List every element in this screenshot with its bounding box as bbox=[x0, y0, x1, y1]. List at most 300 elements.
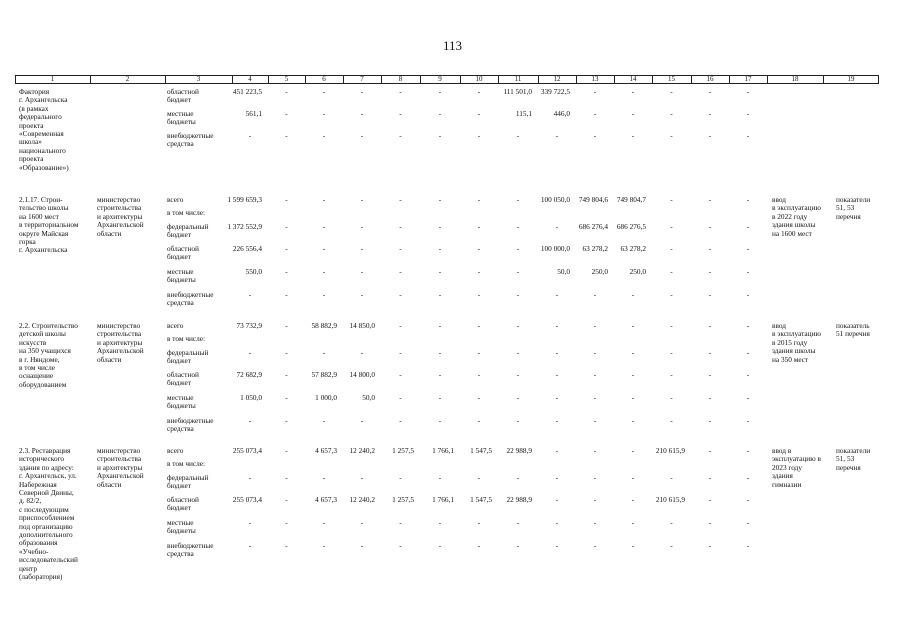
value-cell: - bbox=[322, 222, 326, 231]
value-cell: - bbox=[631, 495, 635, 504]
value-cell: - bbox=[248, 518, 252, 527]
column-number-18: 18 bbox=[791, 75, 799, 83]
funding-source-line: бюджеты bbox=[167, 526, 196, 536]
value-cell: - bbox=[438, 370, 442, 379]
value-cell: - bbox=[477, 473, 481, 482]
column-separator bbox=[823, 75, 824, 84]
value-cell: - bbox=[708, 321, 712, 330]
value-cell: - bbox=[555, 518, 559, 527]
value-cell: - bbox=[708, 446, 712, 455]
value-cell: - bbox=[322, 473, 326, 482]
value-cell: 22 988,9 bbox=[506, 495, 532, 504]
value-cell: - bbox=[399, 195, 402, 204]
value-cell: - bbox=[360, 348, 364, 357]
column-separator bbox=[420, 75, 421, 84]
value-cell: - bbox=[285, 495, 288, 504]
result-line: в эксплуатацию bbox=[772, 203, 821, 213]
value-cell: - bbox=[516, 518, 520, 527]
result-line: здания школы bbox=[772, 346, 816, 356]
funding-source-line: в том числе: bbox=[167, 334, 206, 343]
value-cell: - bbox=[438, 348, 442, 357]
funding-source-line: бюджет bbox=[167, 378, 191, 388]
value-cell: - bbox=[593, 495, 597, 504]
value-cell: 749 804,7 bbox=[616, 195, 646, 204]
result-line: на 1600 мест bbox=[772, 228, 812, 238]
value-cell: - bbox=[670, 290, 673, 299]
value-cell: 14 800,0 bbox=[349, 370, 375, 379]
activity-name-line: Фактория bbox=[19, 87, 50, 96]
value-cell: - bbox=[670, 473, 673, 482]
value-cell: 57 882,9 bbox=[311, 370, 337, 379]
executor-line: и архитектуры bbox=[97, 337, 143, 347]
value-cell: - bbox=[285, 518, 288, 527]
value-cell: - bbox=[399, 290, 402, 299]
value-cell: - bbox=[746, 518, 750, 527]
value-cell: 58 882,9 bbox=[311, 321, 337, 330]
result-line: в эксплуатацию bbox=[772, 329, 821, 339]
column-number-13: 13 bbox=[591, 75, 599, 83]
column-separator bbox=[305, 75, 306, 84]
activity-name-line: с последующим bbox=[19, 504, 69, 514]
funding-source-line: бюджет bbox=[167, 230, 191, 240]
activity-name-line: г. Архангельска bbox=[19, 95, 68, 105]
value-cell: - bbox=[746, 290, 750, 299]
value-cell: - bbox=[516, 131, 520, 140]
indicator-line: 51, 53 bbox=[836, 454, 855, 464]
activity-name-line: «Учебно- bbox=[19, 546, 49, 556]
value-cell: - bbox=[438, 290, 442, 299]
value-cell: - bbox=[322, 87, 326, 96]
activity-name-line: в территориальном bbox=[19, 220, 79, 230]
value-cell: - bbox=[708, 244, 712, 253]
funding-source-line: областной bbox=[167, 244, 199, 253]
value-cell: - bbox=[516, 290, 520, 299]
executor-line: министерство bbox=[97, 446, 141, 455]
value-cell: - bbox=[555, 348, 559, 357]
value-cell: - bbox=[248, 416, 252, 425]
value-cell: - bbox=[477, 109, 481, 118]
value-cell: - bbox=[593, 393, 597, 402]
activity-name-line: оборудованием bbox=[19, 379, 67, 389]
funding-source-line: бюджет bbox=[167, 503, 191, 513]
funding-source-line: бюджеты bbox=[167, 117, 196, 127]
result-line: в 2022 году bbox=[772, 211, 808, 221]
value-cell: 22 988,9 bbox=[506, 446, 532, 455]
funding-source-line: областной bbox=[167, 370, 199, 379]
value-cell: - bbox=[438, 416, 442, 425]
value-cell: - bbox=[399, 131, 402, 140]
activity-name-line: исторического bbox=[19, 454, 65, 464]
value-cell: 1 547,5 bbox=[470, 495, 492, 504]
indicator-line: 51, 53 bbox=[836, 203, 855, 213]
activity-name-line: на 350 учащихся bbox=[19, 346, 71, 356]
value-cell: - bbox=[746, 446, 750, 455]
value-cell: - bbox=[399, 370, 402, 379]
value-cell: - bbox=[322, 244, 326, 253]
value-cell: 1 766,1 bbox=[432, 495, 454, 504]
value-cell: - bbox=[438, 321, 442, 330]
activity-name-line: искусств bbox=[19, 337, 47, 347]
value-cell: - bbox=[593, 290, 597, 299]
activity-name-line: на 1600 мест bbox=[19, 211, 59, 221]
column-number-16: 16 bbox=[706, 75, 714, 83]
value-cell: 255 073,4 bbox=[232, 446, 262, 455]
executor-line: строительства bbox=[97, 329, 142, 339]
value-cell: 686 276,5 bbox=[616, 222, 646, 231]
value-cell: - bbox=[670, 244, 673, 253]
activity-name-line: здания по адресу: bbox=[19, 462, 74, 472]
value-cell: 4 657,3 bbox=[315, 495, 337, 504]
value-cell: - bbox=[477, 370, 481, 379]
value-cell: - bbox=[631, 87, 635, 96]
value-cell: - bbox=[285, 541, 288, 550]
value-cell: - bbox=[322, 267, 326, 276]
value-cell: - bbox=[593, 131, 597, 140]
value-cell: - bbox=[285, 416, 288, 425]
column-separator bbox=[498, 75, 499, 84]
value-cell: - bbox=[285, 290, 288, 299]
activity-name-line: в том числе bbox=[19, 363, 56, 372]
activity-name-line: образования bbox=[19, 538, 58, 548]
value-cell: - bbox=[516, 473, 520, 482]
value-cell: - bbox=[477, 222, 481, 231]
value-cell: - bbox=[285, 393, 288, 402]
funding-source-line: областной bbox=[167, 495, 199, 504]
column-number-4: 4 bbox=[248, 75, 252, 83]
column-separator bbox=[90, 75, 91, 84]
value-cell: - bbox=[248, 290, 252, 299]
value-cell: - bbox=[477, 267, 481, 276]
value-cell: - bbox=[438, 222, 442, 231]
value-cell: - bbox=[285, 222, 288, 231]
value-cell: 250,0 bbox=[591, 267, 608, 276]
value-cell: - bbox=[248, 473, 252, 482]
result-line: здания bbox=[772, 471, 793, 481]
activity-name-line: проекта bbox=[19, 154, 44, 164]
value-cell: - bbox=[708, 495, 712, 504]
value-cell: - bbox=[285, 267, 288, 276]
value-cell: - bbox=[322, 195, 326, 204]
value-cell: - bbox=[360, 267, 364, 276]
executor-line: области bbox=[97, 354, 122, 364]
value-cell: 451 223,5 bbox=[232, 87, 262, 96]
value-cell: - bbox=[746, 416, 750, 425]
value-cell: 339 722,5 bbox=[540, 87, 570, 96]
value-cell: - bbox=[555, 131, 559, 140]
value-cell: - bbox=[746, 495, 750, 504]
value-cell: - bbox=[670, 131, 673, 140]
value-cell: - bbox=[708, 518, 712, 527]
value-cell: - bbox=[360, 518, 364, 527]
value-cell: - bbox=[670, 195, 673, 204]
value-cell: - bbox=[399, 109, 402, 118]
value-cell: 1 599 659,3 bbox=[227, 195, 262, 204]
value-cell: - bbox=[477, 131, 481, 140]
activity-name-line: школа» bbox=[19, 137, 42, 147]
value-cell: - bbox=[477, 518, 481, 527]
activity-name-line: округе Майская bbox=[19, 228, 69, 238]
value-cell: - bbox=[516, 321, 520, 330]
value-cell: 115,1 bbox=[515, 109, 532, 118]
value-cell: - bbox=[631, 290, 635, 299]
value-cell: 50,0 bbox=[557, 267, 570, 276]
activity-name-line: Северной Двины, bbox=[19, 488, 74, 497]
value-cell: - bbox=[746, 541, 750, 550]
column-separator bbox=[268, 75, 269, 84]
value-cell: - bbox=[438, 518, 442, 527]
value-cell: - bbox=[555, 393, 559, 402]
value-cell: - bbox=[631, 131, 635, 140]
value-cell: 1 547,5 bbox=[470, 446, 492, 455]
value-cell: - bbox=[516, 267, 520, 276]
activity-name-line: (в рамках bbox=[19, 103, 49, 113]
value-cell: - bbox=[399, 473, 402, 482]
funding-source-line: федеральный bbox=[167, 222, 209, 231]
column-number-19: 19 bbox=[847, 75, 855, 83]
activity-name-line: национального bbox=[19, 145, 66, 155]
column-separator bbox=[767, 75, 768, 84]
value-cell: - bbox=[593, 87, 597, 96]
value-cell: - bbox=[593, 321, 597, 330]
indicator-line: перечня bbox=[836, 462, 861, 472]
funding-source-line: средства bbox=[167, 424, 194, 434]
value-cell: - bbox=[477, 87, 481, 96]
value-cell: - bbox=[746, 87, 750, 96]
value-cell: - bbox=[631, 370, 635, 379]
value-cell: - bbox=[360, 131, 364, 140]
activity-name-line: исследовательский bbox=[19, 555, 78, 565]
value-cell: - bbox=[322, 518, 326, 527]
value-cell: - bbox=[746, 244, 750, 253]
executor-line: министерство bbox=[97, 321, 141, 330]
value-cell: 749 804,6 bbox=[578, 195, 608, 204]
value-cell: - bbox=[322, 348, 326, 357]
funding-source-line: бюджеты bbox=[167, 275, 196, 285]
column-number-9: 9 bbox=[438, 75, 442, 83]
value-cell: - bbox=[322, 131, 326, 140]
value-cell: - bbox=[593, 348, 597, 357]
column-number-15: 15 bbox=[668, 75, 675, 83]
value-cell: 1 000,0 bbox=[315, 393, 337, 402]
indicator-line: 51 перечня bbox=[836, 329, 870, 339]
value-cell: - bbox=[593, 370, 597, 379]
value-cell: - bbox=[322, 541, 326, 550]
value-cell: - bbox=[670, 267, 673, 276]
value-cell: - bbox=[631, 446, 635, 455]
activity-name-line: г. Архангельска bbox=[19, 245, 68, 255]
activity-name-line: дополнительного bbox=[19, 530, 73, 539]
value-cell: - bbox=[670, 416, 673, 425]
value-cell: - bbox=[708, 87, 712, 96]
value-cell: - bbox=[360, 541, 364, 550]
value-cell: 100 000,0 bbox=[540, 244, 570, 253]
value-cell: - bbox=[285, 244, 288, 253]
funding-source-line: внебюджетные bbox=[167, 131, 214, 140]
column-separator bbox=[165, 75, 166, 84]
value-cell: - bbox=[631, 109, 635, 118]
value-cell: - bbox=[516, 541, 520, 550]
result-line: эксплуатацию в bbox=[772, 454, 821, 464]
funding-source-line: областной bbox=[167, 87, 199, 96]
value-cell: 1 257,5 bbox=[392, 495, 414, 504]
value-cell: - bbox=[399, 267, 402, 276]
column-number-14: 14 bbox=[629, 75, 637, 83]
value-cell: 210 615,9 bbox=[655, 495, 685, 504]
activity-name-line: д. 82/2, bbox=[19, 496, 42, 506]
value-cell: 226 556,4 bbox=[232, 244, 262, 253]
value-cell: - bbox=[360, 195, 364, 204]
value-cell: - bbox=[399, 244, 402, 253]
value-cell: - bbox=[285, 446, 288, 455]
value-cell: - bbox=[516, 222, 520, 231]
value-cell: - bbox=[285, 131, 288, 140]
value-cell: 73 732,9 bbox=[236, 321, 262, 330]
funding-source-line: внебюджетные bbox=[167, 541, 214, 550]
value-cell: - bbox=[555, 222, 559, 231]
value-cell: - bbox=[477, 321, 481, 330]
executor-line: и архитектуры bbox=[97, 462, 143, 472]
value-cell: - bbox=[399, 541, 402, 550]
value-cell: 63 278,2 bbox=[582, 244, 608, 253]
column-number-11: 11 bbox=[514, 75, 522, 83]
value-cell: - bbox=[746, 473, 750, 482]
value-cell: - bbox=[477, 290, 481, 299]
value-cell: - bbox=[746, 348, 750, 357]
column-separator bbox=[691, 75, 692, 84]
value-cell: - bbox=[708, 290, 712, 299]
value-cell: - bbox=[516, 416, 520, 425]
result-line: ввод bbox=[772, 321, 786, 330]
value-cell: 111 501,0 bbox=[503, 87, 532, 96]
value-cell: - bbox=[360, 109, 364, 118]
value-cell: 1 372 552,9 bbox=[227, 222, 262, 231]
value-cell: - bbox=[708, 195, 712, 204]
value-cell: 72 682,9 bbox=[236, 370, 262, 379]
value-cell: - bbox=[477, 348, 481, 357]
funding-source-line: местные bbox=[167, 109, 194, 118]
value-cell: - bbox=[438, 267, 442, 276]
value-cell: 63 278,2 bbox=[620, 244, 646, 253]
value-cell: - bbox=[708, 222, 712, 231]
value-cell: - bbox=[708, 131, 712, 140]
value-cell: - bbox=[555, 541, 559, 550]
value-cell: - bbox=[746, 267, 750, 276]
result-line: на 350 мест bbox=[772, 354, 809, 364]
value-cell: - bbox=[477, 393, 481, 402]
value-cell: - bbox=[631, 473, 635, 482]
funding-source-line: бюджет bbox=[167, 95, 191, 105]
column-number-17: 17 bbox=[744, 75, 752, 83]
activity-name-line: центр bbox=[19, 563, 37, 573]
value-cell: - bbox=[746, 195, 750, 204]
value-cell: - bbox=[746, 370, 750, 379]
result-line: в 2015 году bbox=[772, 337, 808, 347]
funding-source-line: федеральный bbox=[167, 473, 209, 482]
value-cell: - bbox=[248, 348, 252, 357]
column-separator bbox=[232, 75, 233, 84]
value-cell: - bbox=[516, 348, 520, 357]
activity-name-line: «Современная bbox=[19, 129, 64, 138]
value-cell: - bbox=[438, 109, 442, 118]
column-number-1: 1 bbox=[50, 75, 55, 83]
value-cell: 1 050,0 bbox=[240, 393, 262, 402]
page-number: 113 bbox=[442, 38, 463, 53]
value-cell: - bbox=[746, 222, 750, 231]
value-cell: 12 240,2 bbox=[349, 446, 375, 455]
value-cell: - bbox=[322, 109, 326, 118]
executor-line: строительства bbox=[97, 203, 142, 213]
value-cell: - bbox=[438, 541, 442, 550]
activity-name-line: тельство школы bbox=[19, 203, 69, 213]
executor-line: строительства bbox=[97, 454, 142, 464]
value-cell: - bbox=[555, 416, 559, 425]
executor-line: министерство bbox=[97, 195, 141, 204]
activity-name-line: проекта bbox=[19, 120, 44, 130]
column-separator bbox=[729, 75, 730, 84]
value-cell: - bbox=[360, 244, 364, 253]
value-cell: - bbox=[360, 222, 364, 231]
value-cell: - bbox=[285, 370, 288, 379]
value-cell: - bbox=[438, 131, 442, 140]
value-cell: - bbox=[477, 541, 481, 550]
value-cell: 14 850,0 bbox=[349, 321, 375, 330]
value-cell: - bbox=[322, 290, 326, 299]
column-number-6: 6 bbox=[322, 75, 326, 83]
value-cell: - bbox=[322, 416, 326, 425]
value-cell: - bbox=[360, 87, 364, 96]
activity-name-line: г. Архангельск, ул. bbox=[19, 471, 77, 481]
value-cell: - bbox=[670, 370, 673, 379]
value-cell: - bbox=[285, 348, 288, 357]
value-cell: - bbox=[555, 321, 559, 330]
value-cell: - bbox=[670, 393, 673, 402]
value-cell: - bbox=[708, 473, 712, 482]
result-line: здания школы bbox=[772, 220, 816, 230]
value-cell: - bbox=[477, 244, 481, 253]
value-cell: - bbox=[555, 495, 559, 504]
value-cell: 1 766,1 bbox=[432, 446, 454, 455]
result-line: ввод в bbox=[772, 446, 792, 455]
value-cell: - bbox=[438, 473, 442, 482]
result-line: 2023 году bbox=[772, 462, 803, 472]
funding-source-line: федеральный bbox=[167, 348, 209, 357]
funding-source-line: всего bbox=[167, 321, 184, 330]
funding-source-line: бюджет bbox=[167, 481, 191, 491]
value-cell: - bbox=[477, 195, 481, 204]
value-cell: - bbox=[746, 393, 750, 402]
value-cell: - bbox=[360, 290, 364, 299]
funding-source-line: местные bbox=[167, 393, 194, 402]
indicator-line: перечня bbox=[836, 211, 861, 221]
activity-name-line: под организацию bbox=[19, 521, 73, 531]
value-cell: - bbox=[708, 393, 712, 402]
value-cell: - bbox=[516, 370, 520, 379]
column-number-5: 5 bbox=[284, 75, 289, 83]
activity-name-line: (лаборатория) bbox=[19, 572, 63, 581]
activity-name-line: оснащение bbox=[19, 371, 54, 381]
value-cell: - bbox=[670, 348, 673, 357]
activity-name-line: детской школы bbox=[19, 329, 66, 339]
value-cell: - bbox=[399, 416, 402, 425]
value-cell: - bbox=[708, 416, 712, 425]
value-cell: - bbox=[593, 109, 597, 118]
funding-source-line: всего bbox=[167, 446, 184, 455]
funding-source-line: бюджеты bbox=[167, 401, 196, 411]
executor-line: Архангельской bbox=[97, 346, 144, 356]
funding-source-line: местные bbox=[167, 267, 194, 276]
value-cell: - bbox=[631, 416, 635, 425]
column-number-3: 3 bbox=[196, 75, 201, 83]
